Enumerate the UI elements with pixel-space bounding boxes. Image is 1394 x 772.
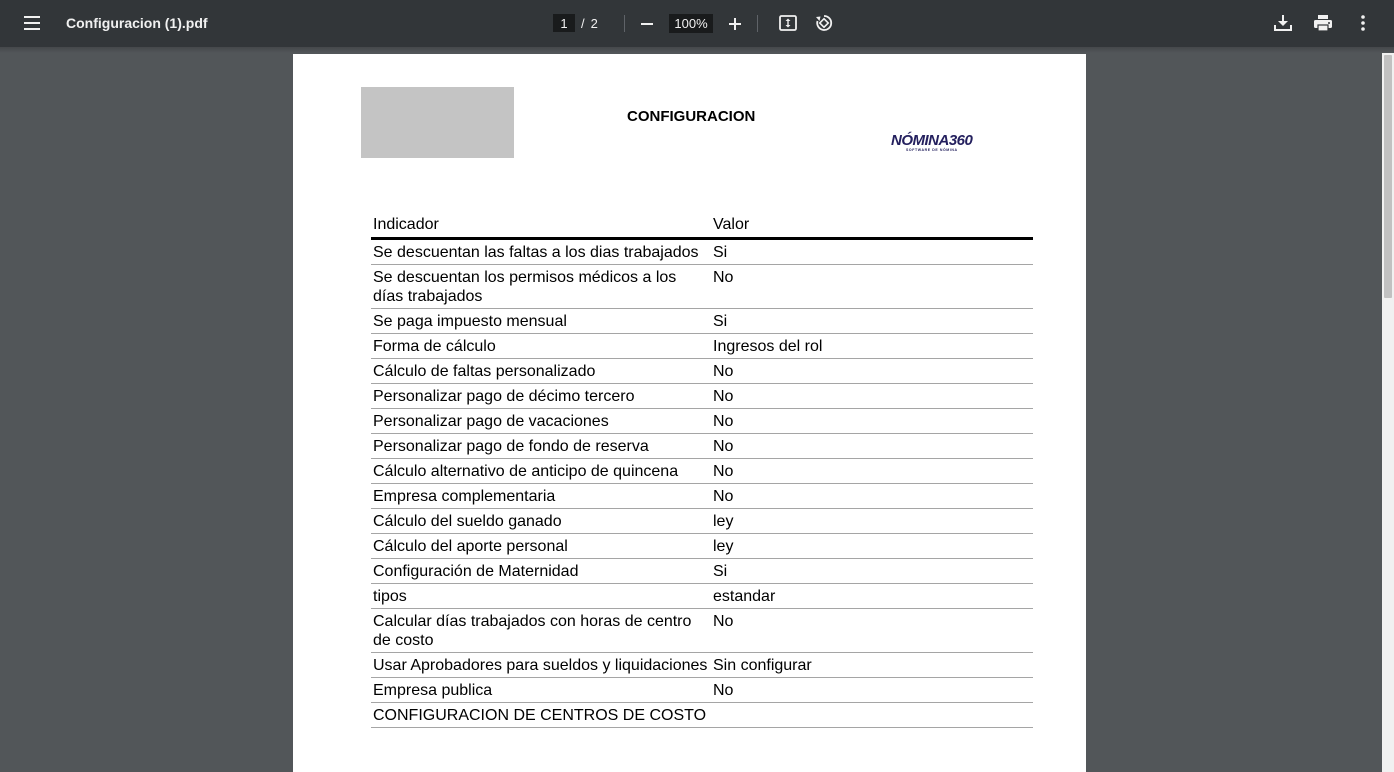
toolbar-shadow [0, 47, 1394, 53]
indicator-cell: Configuración de Maternidad [371, 559, 711, 584]
table-row [371, 434, 1033, 459]
more-vert-icon[interactable] [1349, 9, 1377, 37]
table-row [371, 459, 1033, 484]
value-cell: No [711, 484, 1033, 509]
table-row [371, 509, 1033, 534]
value-cell [711, 703, 1033, 728]
indicator-cell: Personalizar pago de décimo tercero [371, 384, 711, 409]
value-cell: Si [711, 559, 1033, 584]
pdf-page [293, 54, 1086, 772]
table-row [371, 239, 1033, 265]
value-cell: No [711, 434, 1033, 459]
value-cell: No [711, 265, 1033, 309]
table-row [371, 484, 1033, 509]
table-row [371, 309, 1033, 334]
table-row [371, 265, 1033, 309]
logo-text: NÓMINA360 [891, 132, 973, 149]
indicator-cell: Cálculo alternativo de anticipo de quincena [371, 459, 711, 484]
table-row [371, 334, 1033, 359]
table-row [371, 409, 1033, 434]
indicator-cell: Empresa publica [371, 678, 711, 703]
table-row [371, 359, 1033, 384]
report-title: CONFIGURACION [627, 108, 756, 125]
indicator-cell: tipos [371, 584, 711, 609]
indicator-cell: Personalizar pago de vacaciones [371, 409, 711, 434]
value-cell: Ingresos del rol [711, 334, 1033, 359]
rotate-icon[interactable] [810, 9, 838, 37]
configuration-table [371, 213, 1033, 728]
value-cell: No [711, 459, 1033, 484]
indicator-cell: Cálculo de faltas personalizado [371, 359, 711, 384]
download-icon[interactable] [1269, 9, 1297, 37]
indicator-cell: Se descuentan los permisos médicos a los días trabajados [371, 265, 711, 309]
value-cell: ley [711, 509, 1033, 534]
indicator-cell: Calcular días trabajados con horas de centro de costo [371, 609, 711, 653]
value-cell: estandar [711, 584, 1033, 609]
print-icon[interactable] [1309, 9, 1337, 37]
value-cell: No [711, 609, 1033, 653]
table-row [371, 559, 1033, 584]
nomina360-logo [891, 132, 972, 152]
column-header-valor: Valor [711, 213, 1033, 239]
value-cell: Si [711, 239, 1033, 265]
table-row [371, 609, 1033, 653]
indicator-cell: Cálculo del aporte personal [371, 534, 711, 559]
page-separator: / [581, 15, 585, 31]
table-row [371, 534, 1033, 559]
page-navigation [553, 14, 598, 32]
toolbar-divider [757, 15, 758, 32]
value-cell: No [711, 409, 1033, 434]
zoom-out-icon[interactable] [633, 10, 661, 38]
scrollbar-thumb[interactable] [1384, 55, 1392, 298]
table-row [371, 384, 1033, 409]
fit-page-icon[interactable] [774, 9, 802, 37]
document-title: Configuracion (1).pdf [66, 15, 208, 31]
indicator-cell: CONFIGURACION DE CENTROS DE COSTO [371, 703, 711, 728]
zoom-in-icon[interactable] [721, 10, 749, 38]
indicator-cell: Cálculo del sueldo ganado [371, 509, 711, 534]
value-cell: No [711, 678, 1033, 703]
table-row [371, 703, 1033, 728]
value-cell: ley [711, 534, 1033, 559]
indicator-cell: Se paga impuesto mensual [371, 309, 711, 334]
table-row [371, 584, 1033, 609]
pdf-toolbar [0, 0, 1394, 47]
value-cell: Sin configurar [711, 653, 1033, 678]
value-cell: No [711, 384, 1033, 409]
table-row [371, 653, 1033, 678]
indicator-cell: Personalizar pago de fondo de reserva [371, 434, 711, 459]
toolbar-divider [624, 15, 625, 32]
indicator-cell: Se descuentan las faltas a los dias trabajados [371, 239, 711, 265]
logo-subtext: SOFTWARE DE NÓMINA [906, 148, 958, 152]
zoom-input[interactable] [669, 14, 713, 33]
indicator-cell: Empresa complementaria [371, 484, 711, 509]
value-cell: No [711, 359, 1033, 384]
indicator-cell: Usar Aprobadores para sueldos y liquidaciones [371, 653, 711, 678]
table-header-row [371, 213, 1033, 239]
table-row [371, 678, 1033, 703]
company-image-placeholder [361, 87, 514, 158]
indicator-cell: Forma de cálculo [371, 334, 711, 359]
menu-icon[interactable] [16, 11, 48, 35]
current-page-input[interactable] [553, 14, 575, 32]
column-header-indicador: Indicador [371, 213, 711, 239]
total-pages: 2 [590, 15, 598, 31]
value-cell: Si [711, 309, 1033, 334]
